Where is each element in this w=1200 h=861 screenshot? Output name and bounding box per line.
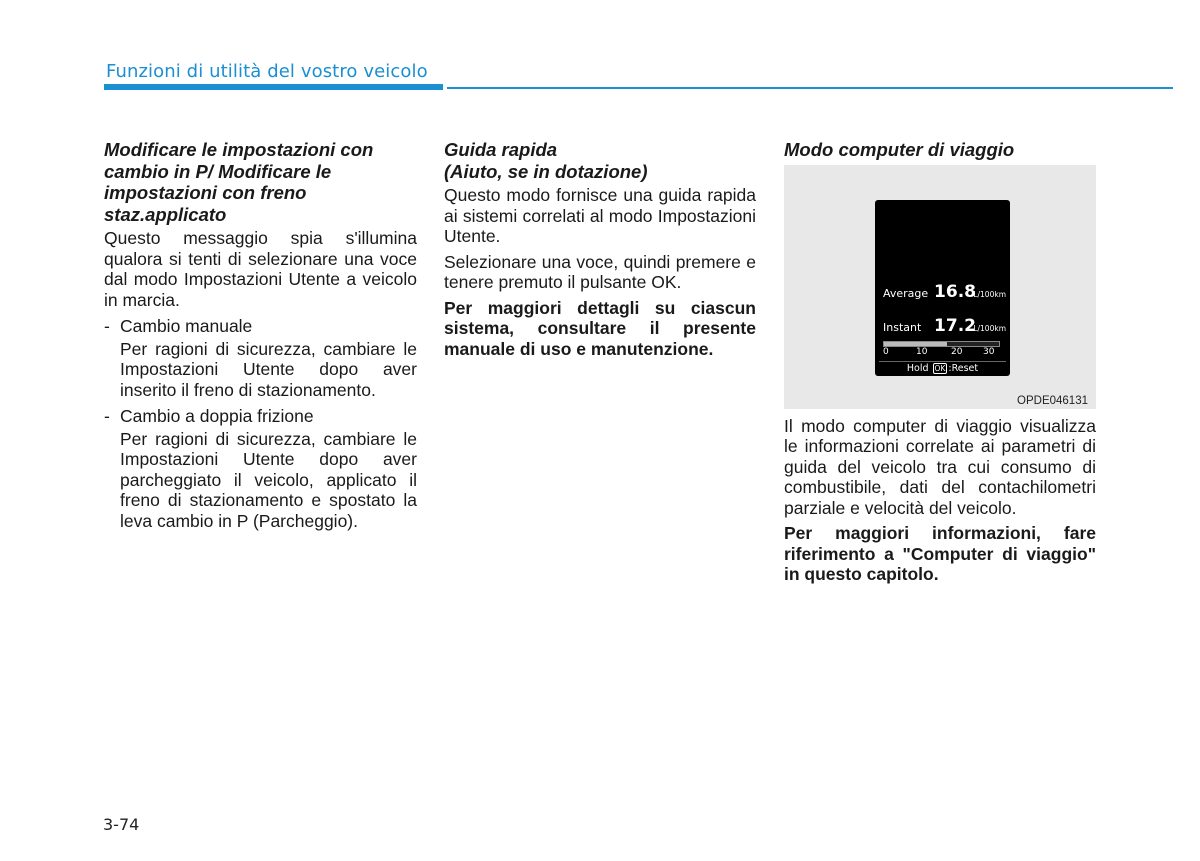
trip-computer-figure — [784, 165, 1096, 409]
cluster-display — [875, 200, 1010, 376]
heading-computer-viaggio: Modo computer di viaggio — [784, 139, 1015, 160]
list-item-title: Cambio a doppia frizione — [120, 406, 314, 426]
ok-key-icon: OK — [934, 363, 946, 373]
page-number: 3-74 — [103, 815, 140, 834]
heading-line-1: Guida rapida — [444, 139, 558, 160]
figure-caption: OPDE046131 — [1017, 394, 1088, 407]
section-title: Funzioni di utilità del vostro veicolo — [106, 61, 428, 82]
paragraph-warning-intro: Questo messaggio spia s'illumina qualora si tenti di selezionare una voce dal modo Impostazioni Utente a veicolo in marcia. — [104, 228, 417, 310]
header-rule-thick — [104, 84, 443, 90]
paragraph-guida-note: Per maggiori dettagli su ciascun sistema, consultare il presente manuale di uso e manutenzione. — [444, 297, 756, 359]
paragraph-guida-intro: Questo modo fornisce una guida rapida ai sistemi correlati al modo Impostazioni Utente. — [444, 185, 756, 246]
instant-row — [883, 314, 1006, 336]
average-value: 16.8 — [934, 281, 976, 302]
instant-label: Instant — [883, 320, 922, 334]
header-rule-thin — [447, 87, 1173, 89]
average-label: Average — [883, 286, 929, 300]
paragraph-guida-instructions: Selezionare una voce, quindi premere e tenere premuto il pulsante OK. — [444, 251, 756, 292]
instant-consumption-bar-fill — [884, 342, 947, 346]
scale-tick: 10 — [916, 346, 928, 357]
heading-line-2: (Aiuto, se in dotazione) — [444, 160, 648, 182]
column-middle — [444, 139, 756, 364]
list-item-manual — [104, 316, 417, 337]
hold-text: Hold — [906, 362, 929, 374]
paragraph-computer-note: Per maggiori informazioni, fare riferimento a "Computer di viaggio" in questo capitolo. — [784, 523, 1096, 584]
scale-tick: 20 — [951, 346, 963, 357]
instant-value: 17.2 — [934, 315, 976, 336]
instant-unit: L/100km — [973, 323, 1006, 333]
list-dash: - — [104, 406, 110, 426]
heading-impostazioni-warning: Modificare le impostazioni con cambio in P/ Modificare le impostazioni con freno staz.applicato — [104, 139, 374, 225]
paragraph-computer-intro: Il modo computer di viaggio visualizza le informazioni correlate ai parametri di guida del veicolo tra cui consumo di combustibile, dati del contachilometri parziale e velocità del veicolo. — [784, 415, 1096, 518]
hold-reset-hint — [875, 363, 1010, 374]
average-row — [883, 280, 1006, 302]
list-item-text: Per ragioni di sicurezza, cambiare le Impostazioni Utente dopo aver inserito il freno di stazionamento. — [120, 338, 417, 400]
column-right — [784, 139, 1096, 590]
list-item-dual-clutch — [104, 406, 417, 427]
scale-tick: 0 — [883, 346, 889, 357]
reset-text: :Reset — [948, 362, 979, 374]
list-item-title: Cambio manuale — [120, 316, 253, 336]
scale-tick: 30 — [983, 346, 995, 357]
heading-guida-rapida — [444, 139, 756, 182]
list-dash: - — [104, 316, 110, 336]
average-unit: L/100km — [973, 289, 1006, 299]
display-divider — [879, 361, 1006, 362]
list-item-text: Per ragioni di sicurezza, cambiare le Impostazioni Utente dopo aver parcheggiato il veicolo, applicato il freno di stazionamento e spostato la leva cambio in P (Parcheggio). — [120, 428, 417, 531]
bar-scale — [883, 347, 1000, 359]
column-left — [104, 139, 417, 534]
